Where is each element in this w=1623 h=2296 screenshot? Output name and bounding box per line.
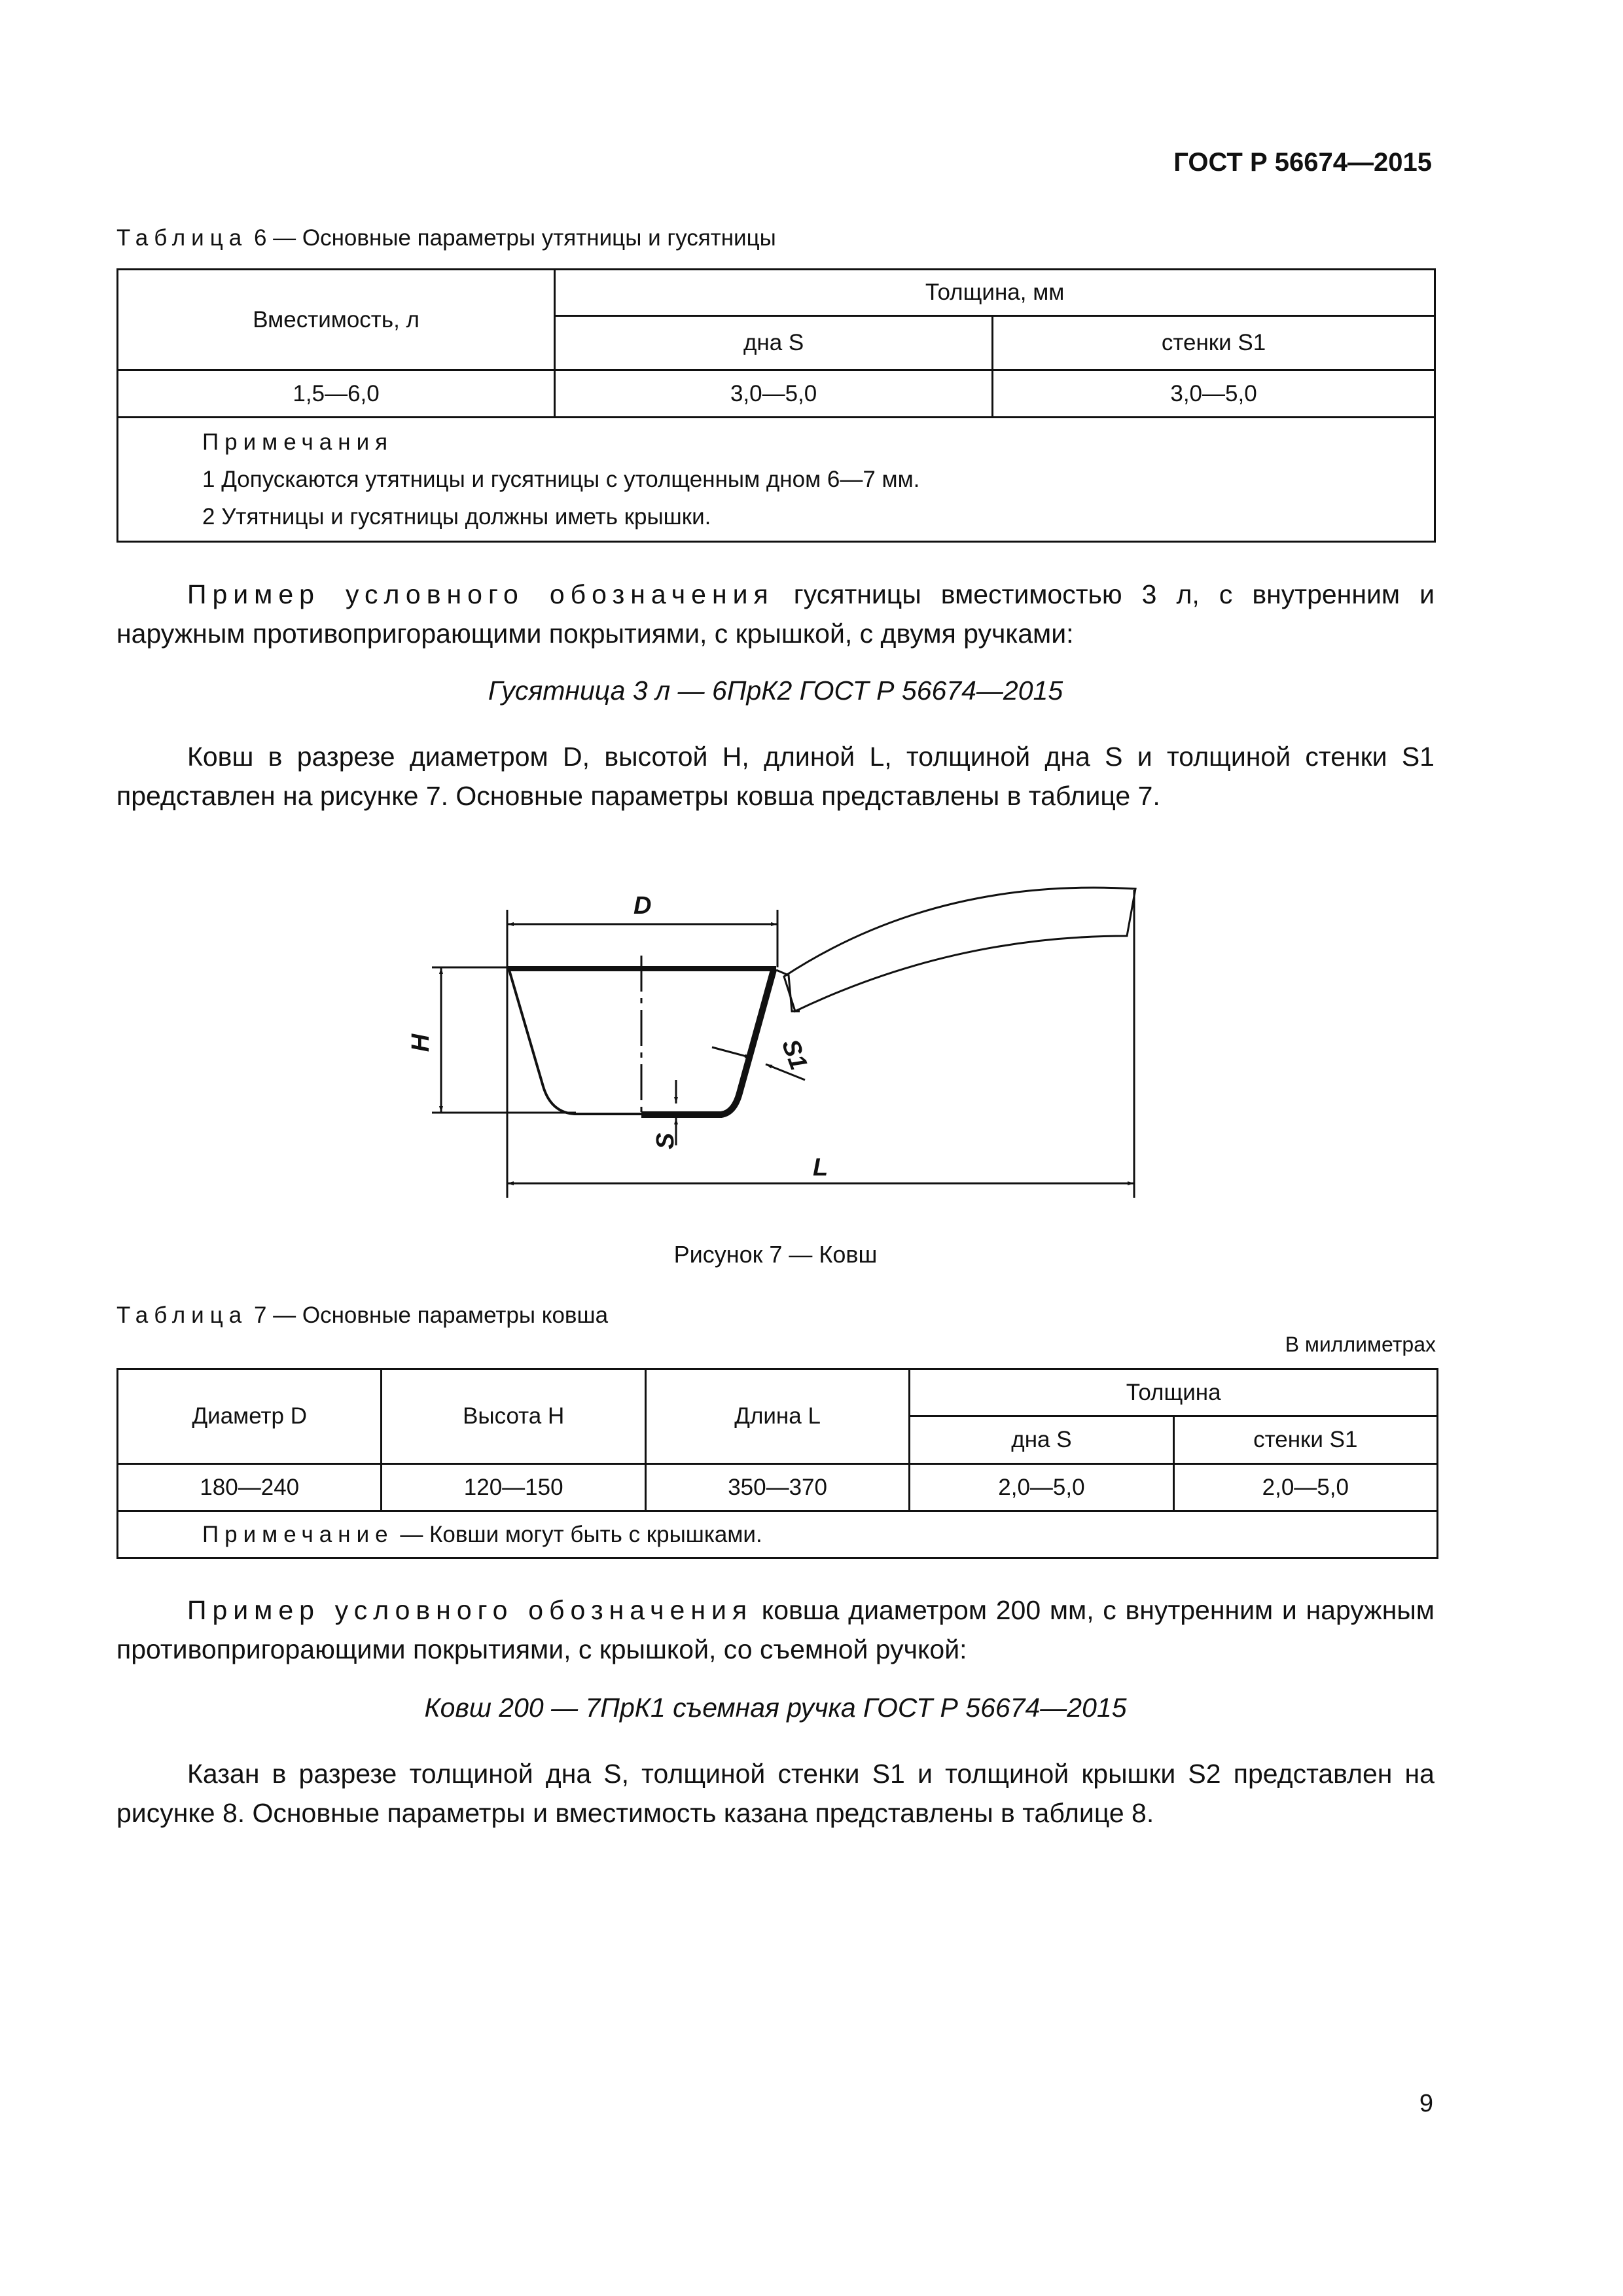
example2-text: ковша диаметром 200 мм, с внутренним и наружным противопригорающими покрытиями, с крышкой, со съемной ручкой: [116,1595,1435,1664]
table6-caption-label: Таблица [116,225,248,251]
table6-header-bottom: дна S [555,316,993,370]
table6-note-2: 2 Утятницы и гусятницы должны иметь крышки. [202,504,711,529]
table6-note-1: 1 Допускаются утятницы и гусятницы с утолщенным дном 6—7 мм. [202,467,920,492]
document-header: ГОСТ Р 56674—2015 [1173,148,1432,177]
table7-header-length: Длина L [645,1369,909,1464]
table7-cell-diameter: 180—240 [118,1464,382,1511]
table7-note-text: — Ковши могут быть с крышками. [393,1522,762,1547]
table7-units: В миллиметрах [1285,1333,1436,1356]
table6-cell-bottom: 3,0—5,0 [555,370,993,418]
table6-header-wall: стенки S1 [993,316,1435,370]
table7-caption-text: 7 — Основные параметры ковша [253,1302,609,1328]
table7 [116,1368,1438,1559]
example2-designation: Ковш 200 — 7ПрК1 съемная ручка ГОСТ Р 56674—2015 [424,1693,1127,1723]
page-number: 9 [1419,2090,1433,2117]
table7-caption-label: Таблица [116,1302,248,1328]
example2-paragraph [116,1590,1435,1669]
table7-note-label: Примечание [202,1522,394,1547]
example1-lead: Пример условного обозначения [187,579,774,609]
table6-cell-wall: 3,0—5,0 [993,370,1435,418]
table7-header-wall: стенки S1 [1173,1416,1437,1464]
table7-cell-bottom: 2,0—5,0 [910,1464,1173,1511]
table7-caption [116,1302,608,1329]
figure7-label-D: D [633,892,652,920]
table7-cell-height: 120—150 [382,1464,645,1511]
ladle-paragraph: Ковш в разрезе диаметром D, высотой H, длиной L, толщиной дна S и толщиной стенки S1 представлен на рисунке 7. Основные параметры ковша представлены в таблице 7. [116,742,1435,811]
table7-cell-wall: 2,0—5,0 [1173,1464,1437,1511]
kazan-paragraph: Казан в разрезе толщиной дна S, толщиной стенки S1 и толщиной крышки S2 представлен на рисунке 8. Основные параметры и вместимость казана представлены в таблице 8. [116,1759,1435,1828]
table7-note [118,1511,1438,1558]
figure7-caption: Рисунок 7 — Ковш [673,1241,878,1268]
example1-designation: Гусятница 3 л — 6ПрК2 ГОСТ Р 56674—2015 [488,675,1063,706]
table7-header-height: Высота H [382,1369,645,1464]
figure7-label-S: S [652,1132,680,1150]
table7-cell-length: 350—370 [645,1464,909,1511]
figure7-label-H: H [407,1033,435,1052]
table6-caption-text: 6 — Основные параметры утятницы и гусятницы [253,225,776,251]
figure7-label-L: L [813,1154,829,1181]
table6-header-capacity: Вместимость, л [118,270,555,370]
example1-text: гусятницы вместимостью 3 л, с внутренним и наружным противопригорающими покрытиями, с крышкой, с двумя ручками: [116,579,1435,649]
table7-header-thickness: Толщина [910,1369,1438,1416]
table7-header-diameter: Диаметр D [118,1369,382,1464]
example2-lead: Пример условного обозначения [187,1595,753,1625]
table7-header-bottom: дна S [910,1416,1173,1464]
table6-notes-title: Примечания [202,429,394,455]
table6-cell-capacity: 1,5—6,0 [118,370,555,418]
figure7-label-S1: S1 [776,1035,813,1074]
table6-header-thickness: Толщина, мм [555,270,1435,316]
